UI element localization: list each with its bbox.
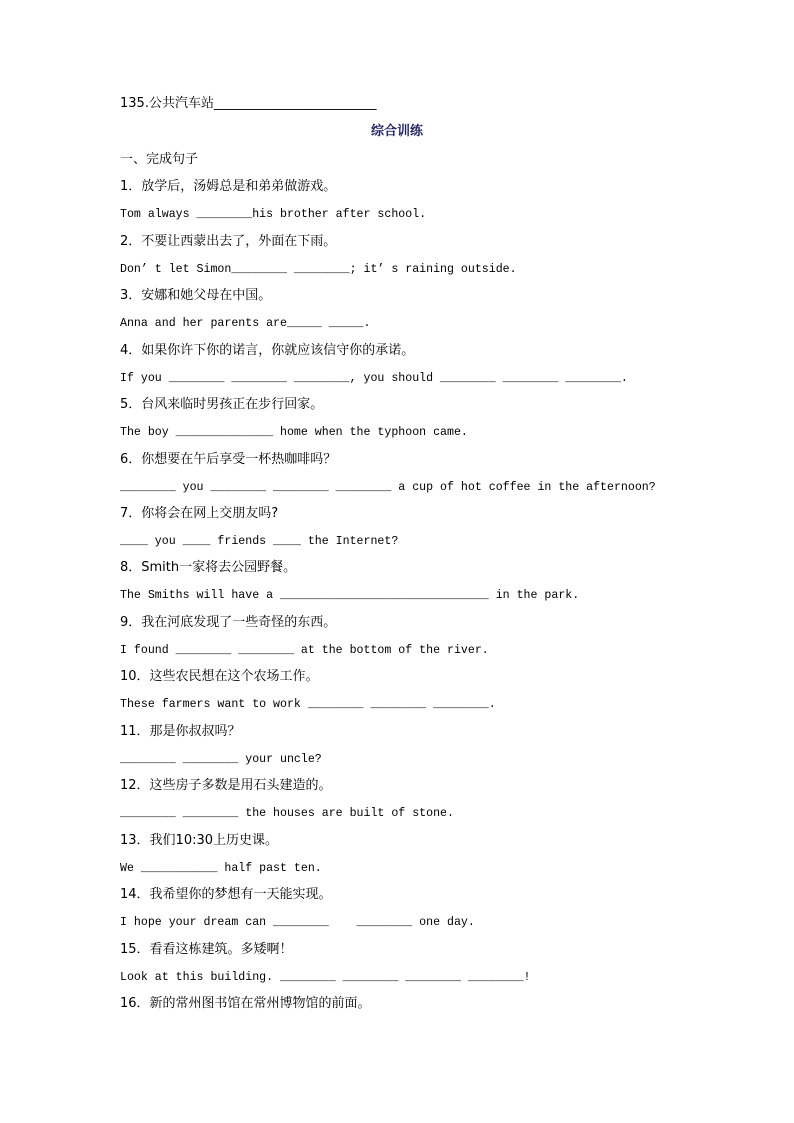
item-7-english: ____ you ____ friends ____ the Internet? (120, 535, 399, 548)
item-7-chinese: 7．你将会在网上交朋友吗? (120, 506, 279, 521)
item-14-english: I hope your dream can ________ ________ one day. (120, 916, 475, 929)
item-14-chinese: 14．我希望你的梦想有一天能实现。 (120, 887, 332, 902)
item-10-chinese: 10．这些农民想在这个农场工作。 (120, 669, 319, 684)
section-title: 综合训练 (370, 124, 423, 139)
item-12-english: ________ ________ the houses are built of stone. (120, 807, 454, 820)
item-15-chinese: 15．看看这栋建筑。多矮啊！ (120, 942, 293, 957)
item-13-chinese: 13．我们10:30上历史课。 (120, 833, 279, 848)
header-item: 135.公共汽车站_________________________ (120, 96, 377, 111)
item-6-english: ________ you ________ ________ ________ a cup of hot coffee in the afternoon? (120, 481, 656, 494)
item-15-english: Look at this building. ________ ________ ________ ________! (120, 971, 531, 984)
item-11-chinese: 11．那是你叔叔吗？ (120, 724, 241, 739)
item-3-chinese: 3．安娜和她父母在中国。 (120, 288, 272, 303)
item-9-chinese: 9．我在河底发现了一些奇怪的东西。 (120, 615, 337, 630)
item-8-chinese: 8．Smith一家将去公园野餐。 (120, 560, 297, 575)
item-10-english: These farmers want to work ________ ________ ________. (120, 698, 496, 711)
part-heading: 一、完成句子 (120, 152, 199, 167)
item-13-english: We ___________ half past ten. (120, 862, 322, 875)
item-4-chinese: 4．如果你许下你的诺言，你就应该信守你的承诺。 (120, 343, 415, 358)
item-5-chinese: 5．台风来临时男孩正在步行回家。 (120, 397, 324, 412)
item-9-english: I found ________ ________ at the bottom of the river. (120, 644, 489, 657)
item-8-english: The Smiths will have a ______________________________ in the park. (120, 589, 580, 602)
item-4-english: If you ________ ________ ________, you should ________ ________ ________. (120, 372, 628, 385)
item-5-english: The boy ______________ home when the typhoon came. (120, 426, 468, 439)
item-11-english: ________ ________ your uncle? (120, 753, 322, 766)
item-2-chinese: 2．不要让西蒙出去了，外面在下雨。 (120, 234, 337, 249)
item-1-english: Tom always ________his brother after school. (120, 208, 427, 221)
item-16-chinese: 16．新的常州图书馆在常州博物馆的前面。 (120, 996, 371, 1011)
item-6-chinese: 6．你想要在午后享受一杯热咖啡吗？ (120, 452, 337, 467)
item-12-chinese: 12．这些房子多数是用石头建造的。 (120, 778, 332, 793)
item-2-english: Don’ t let Simon________ ________; it’ s raining outside. (120, 263, 517, 276)
item-3-english: Anna and her parents are_____ _____. (120, 317, 371, 330)
item-1-chinese: 1．放学后，汤姆总是和弟弟做游戏。 (120, 179, 337, 194)
